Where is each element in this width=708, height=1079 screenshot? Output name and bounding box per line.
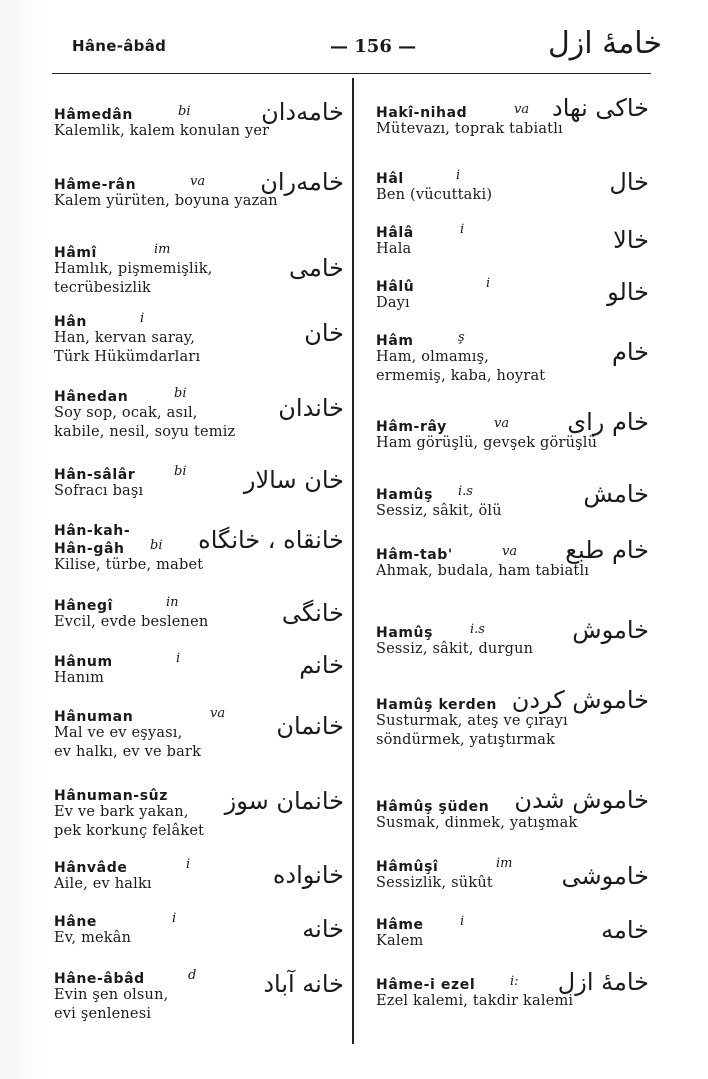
entry-headword: Hâlû xyxy=(376,279,415,295)
entry-definition-line: Kalemlik, kalem konulan yer xyxy=(54,123,270,139)
entry-definition-line: Kalem xyxy=(376,933,424,949)
dictionary-entry xyxy=(54,968,346,1024)
entry-headword: Hamûş xyxy=(376,487,434,503)
entry-definition-line: Kalem yürüten, boyuna yazan xyxy=(54,193,278,209)
entry-part-of-speech: in xyxy=(166,595,179,610)
entry-part-of-speech: im xyxy=(496,856,513,871)
dictionary-entry xyxy=(54,785,346,841)
entry-part-of-speech: va xyxy=(190,174,206,189)
entry-headword: Hâl xyxy=(376,171,404,187)
entry-part-of-speech: i xyxy=(176,651,181,666)
entry-part-of-speech: va xyxy=(494,416,510,431)
entry-definition-line: Sessizlik, sükût xyxy=(376,875,493,891)
entry-definition-line: Evin şen olsun, xyxy=(54,987,169,1003)
entry-arabic-script: خانمان سوز xyxy=(224,787,344,815)
header-rule xyxy=(52,73,651,74)
entry-headword: Hâlâ xyxy=(376,225,414,241)
entry-part-of-speech: ş xyxy=(458,330,465,345)
entry-arabic-script: خاموش کردن xyxy=(511,686,649,714)
entry-arabic-script: خال xyxy=(609,168,649,196)
entry-headword: Hân xyxy=(54,314,87,330)
dictionary-entry xyxy=(376,968,651,1011)
dictionary-entry xyxy=(376,276,651,313)
entry-part-of-speech: bi xyxy=(174,464,187,479)
entry-part-of-speech: i xyxy=(186,857,191,872)
running-head-right: خامۀ ازل xyxy=(548,26,662,61)
dictionary-entry xyxy=(376,330,651,386)
entry-arabic-script: خالو xyxy=(607,278,649,306)
entry-definition-line: söndürmek, yatıştırmak xyxy=(376,732,556,748)
entry-headword: Hâme xyxy=(376,917,424,933)
dictionary-entry xyxy=(54,911,346,948)
entry-arabic-script: خانگی xyxy=(281,599,344,627)
entry-definition-line: Ahmak, budala, ham tabiatlı xyxy=(376,563,590,579)
entry-arabic-script: خانه آباد xyxy=(263,970,344,998)
entry-headword: Hâm-tab' xyxy=(376,547,453,563)
entry-definition-line: Ham görüşlü, gevşek görüşlü xyxy=(376,435,598,451)
entry-headword: Hâme-i ezel xyxy=(376,977,476,993)
entry-part-of-speech: bi xyxy=(174,386,187,401)
dictionary-entry xyxy=(376,536,651,581)
entry-headword: Hân-sâlâr xyxy=(54,467,136,483)
dictionary-entry xyxy=(54,651,346,688)
entry-part-of-speech: im xyxy=(154,242,171,257)
entry-definition-line: Sessiz, sâkit, durgun xyxy=(376,641,534,657)
entry-definition-line: Susturmak, ateş ve çırayı xyxy=(376,713,568,729)
dictionary-entry xyxy=(376,786,651,833)
entry-definition-line: Sofracı başı xyxy=(54,483,144,499)
entry-headword: Hamûş kerden xyxy=(376,697,497,713)
entry-headword: Hâm xyxy=(376,333,414,349)
entry-definition-line: Ezel kalemi, takdir kalemi xyxy=(376,993,574,1009)
entry-arabic-script: خانقاه ، خانگاه xyxy=(198,526,344,554)
entry-arabic-script: خاموش شدن xyxy=(514,786,649,814)
entry-definition-line: ev halkı, ev ve bark xyxy=(54,744,202,760)
entry-definition-line: Ev ve bark yakan, xyxy=(54,804,189,820)
entry-arabic-script: خاندان xyxy=(278,394,344,422)
entry-arabic-script: خانواده xyxy=(272,861,344,889)
entry-headword: Hânvâde xyxy=(54,860,128,876)
dictionary-entry xyxy=(54,168,346,211)
entry-definition-line: Hala xyxy=(376,241,412,257)
entry-headword: Hâmî xyxy=(54,245,97,261)
dictionary-entry xyxy=(376,480,651,521)
page-number: — 156 — xyxy=(330,36,417,57)
entry-definition-line: Aile, ev halkı xyxy=(54,876,152,892)
entry-arabic-script: خاموشی xyxy=(561,862,649,890)
dictionary-entry xyxy=(376,616,651,659)
entry-definition-line: Han, kervan saray, xyxy=(54,330,196,346)
entry-headword: Hâne xyxy=(54,914,98,930)
entry-definition-line: tecrübesizlik xyxy=(54,280,152,296)
dictionary-entry xyxy=(376,94,651,139)
entry-definition-line: evi şenlenesi xyxy=(54,1006,152,1022)
entry-definition-line: Susmak, dinmek, yatışmak xyxy=(376,815,578,831)
entry-headword: Hânuman xyxy=(54,709,134,725)
entry-arabic-script: خام xyxy=(611,338,649,366)
dictionary-entry xyxy=(376,686,651,750)
entry-definition-line: Kilise, türbe, mabet xyxy=(54,557,204,573)
entry-definition-line: Dayı xyxy=(376,295,410,311)
entry-arabic-script: خالا xyxy=(613,226,649,254)
dictionary-entry xyxy=(376,222,651,259)
entry-definition-line: Hanım xyxy=(54,670,105,686)
entry-headword: Hakî-nihad xyxy=(376,105,468,121)
page-scan-edge xyxy=(0,0,48,1079)
entry-headword: Hâmedân xyxy=(54,107,133,123)
entry-definition-line: Evcil, evde beslenen xyxy=(54,614,209,630)
entry-arabic-script: خانمان xyxy=(276,712,344,740)
entry-headword: Hamûş xyxy=(376,625,434,641)
entry-headword: Hâmûş şüden xyxy=(376,799,490,815)
entry-arabic-script: خام رای xyxy=(567,408,649,436)
entry-part-of-speech: bi xyxy=(150,538,163,553)
running-head-left: Hâne-âbâd xyxy=(72,37,167,55)
dictionary-entry xyxy=(54,706,346,762)
entry-arabic-script: خامۀ ازل xyxy=(557,968,649,996)
entry-arabic-script: خامش xyxy=(583,480,649,508)
page-header xyxy=(0,0,708,80)
entry-part-of-speech: i xyxy=(140,311,145,326)
entry-headword: Hânegî xyxy=(54,598,114,614)
entry-arabic-script: خان xyxy=(304,319,344,347)
entry-definition-line: Ev, mekân xyxy=(54,930,132,946)
entry-arabic-script: خامه xyxy=(601,916,649,944)
entry-definition-line: ermemiş, kaba, hoyrat xyxy=(376,368,546,384)
entry-part-of-speech: i.s xyxy=(458,484,473,499)
entry-definition-line: Soy sop, ocak, asıl, xyxy=(54,405,198,421)
dictionary-entry xyxy=(376,856,651,893)
entry-arabic-script: خامه‌دان xyxy=(261,98,344,126)
dictionary-entry xyxy=(54,464,346,501)
dictionary-entry xyxy=(54,242,346,298)
entry-part-of-speech: i: xyxy=(510,974,519,989)
entry-headword: Hâm-rây xyxy=(376,419,447,435)
entry-part-of-speech: i xyxy=(460,914,465,929)
entry-arabic-script: خاکی نهاد xyxy=(552,94,649,122)
entry-arabic-script: خان سالار xyxy=(243,466,344,494)
entry-definition-line: Hamlık, pişmemişlik, xyxy=(54,261,213,277)
dictionary-entry xyxy=(376,914,651,951)
entry-definition-line: Sessiz, sâkit, ölü xyxy=(376,503,502,519)
entry-part-of-speech: i xyxy=(486,276,491,291)
column-divider xyxy=(352,78,354,1044)
entry-definition-line: Mal ve ev eşyası, xyxy=(54,725,183,741)
entry-definition-line: Mütevazı, toprak tabiatlı xyxy=(376,121,563,137)
entry-part-of-speech: bi xyxy=(178,104,191,119)
entry-arabic-script: خامی xyxy=(288,254,344,282)
entry-definition-line: pek korkunç felâket xyxy=(54,823,205,839)
entry-part-of-speech: va xyxy=(514,102,530,117)
entry-arabic-script: خانه xyxy=(302,915,344,943)
dictionary-entry xyxy=(54,520,346,575)
entry-headword: Hâme-rân xyxy=(54,177,137,193)
dictionary-entry xyxy=(54,595,346,632)
entry-definition-line: Ben (vücuttaki) xyxy=(376,187,493,203)
entry-part-of-speech: i xyxy=(456,168,461,183)
entry-part-of-speech: i xyxy=(460,222,465,237)
entry-definition-line: Türk Hükümdarları xyxy=(54,349,201,365)
entry-arabic-script: خام طبع xyxy=(565,536,649,564)
entry-arabic-script: خاموش xyxy=(572,616,649,644)
entry-headword-variant: Hân-gâh xyxy=(54,541,125,557)
dictionary-entry xyxy=(376,408,651,453)
entry-definition-line: Ham, olmamış, xyxy=(376,349,490,365)
entry-headword: Hânum xyxy=(54,654,113,670)
dictionary-entry xyxy=(54,98,346,141)
entry-part-of-speech: va xyxy=(502,544,518,559)
entry-headword: Hânedan xyxy=(54,389,129,405)
dictionary-entry xyxy=(54,386,346,442)
entry-headword: Hâne-âbâd xyxy=(54,971,145,987)
entry-arabic-script: خامه‌ران xyxy=(260,168,344,196)
entry-arabic-script: خانم xyxy=(299,651,344,679)
entry-part-of-speech: i xyxy=(172,911,177,926)
entry-part-of-speech: va xyxy=(210,706,226,721)
dictionary-entry xyxy=(54,857,346,894)
dictionary-entry xyxy=(376,168,651,205)
dictionary-entry xyxy=(54,311,346,367)
entry-headword: Hân-kah- xyxy=(54,523,131,539)
entry-part-of-speech: i.s xyxy=(470,622,485,637)
entry-definition-line: kabile, nesil, soyu temiz xyxy=(54,424,236,440)
entry-headword: Hâmûşî xyxy=(376,859,439,875)
entry-headword: Hânuman-sûz xyxy=(54,788,168,804)
entry-part-of-speech: d xyxy=(188,968,197,983)
